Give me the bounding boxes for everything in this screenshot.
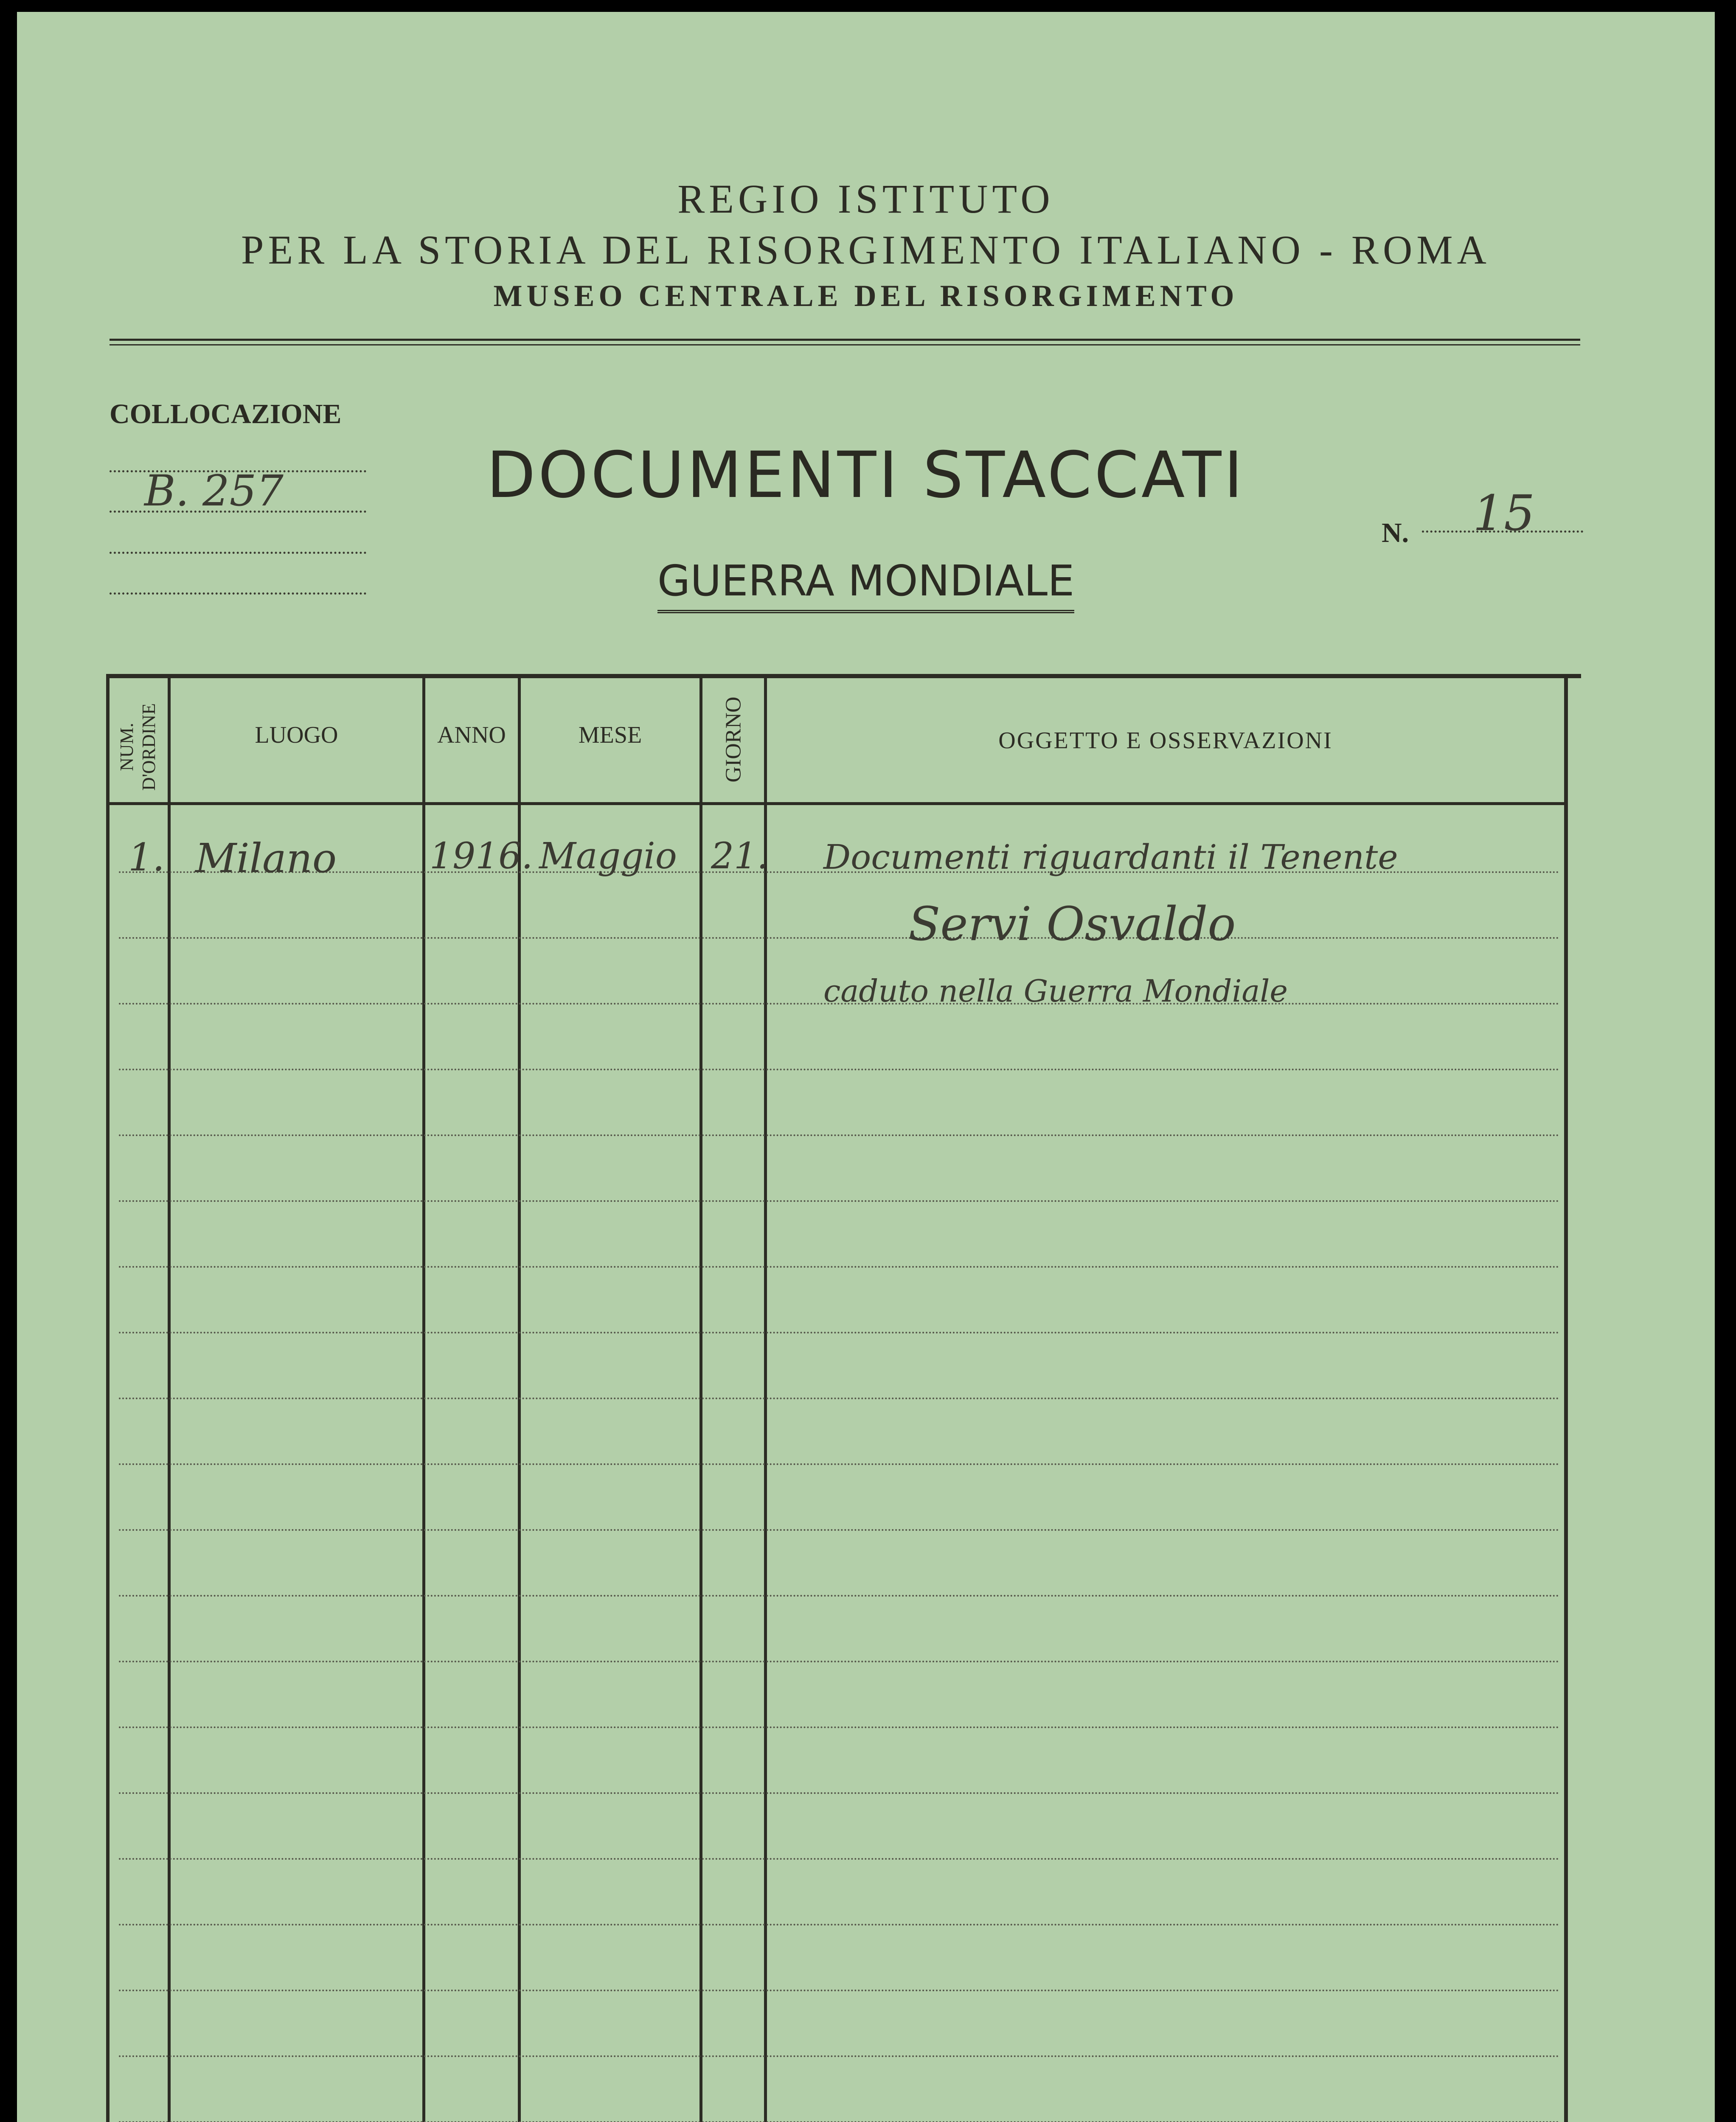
table-row-line	[119, 1595, 1560, 1597]
cell-anno: 1916.	[430, 835, 533, 877]
document-subtitle: GUERRA MONDIALE	[657, 556, 1075, 613]
table-row-line	[119, 1661, 1560, 1662]
document-title: DOCUMENTI STACCATI	[486, 438, 1245, 512]
document-sheet	[17, 12, 1715, 2122]
col-header-num-line1: NUM.	[116, 723, 137, 771]
cell-luogo: Milano	[195, 835, 337, 882]
museum-name: MUSEO CENTRALE DEL RISORGIMENTO	[493, 279, 1239, 313]
collocazione-value: B. 257	[144, 466, 284, 516]
col-header-num-line2: D'ORDINE	[138, 703, 159, 791]
col-header-oggetto: OGGETTO E OSSERVAZIONI	[998, 727, 1333, 754]
table-row-line	[119, 1266, 1560, 1268]
table-border-right	[1564, 674, 1568, 2122]
cell-oggetto-line1: Documenti riguardanti il Tenente	[823, 837, 1398, 877]
header-rule-bottom	[110, 344, 1580, 345]
table-row-line	[119, 2055, 1560, 2057]
collocazione-label: COLLOCAZIONE	[110, 399, 342, 429]
table-row-line	[119, 1858, 1560, 1860]
table-row-line	[119, 1529, 1560, 1531]
table-row-line	[119, 1069, 1560, 1070]
table-row-line	[119, 1398, 1560, 1399]
cell-oggetto-line3: caduto nella Guerra Mondiale	[823, 973, 1288, 1009]
col-header-luogo: LUOGO	[255, 722, 338, 748]
table-row-line	[119, 1463, 1560, 1465]
table-row-line	[119, 1726, 1560, 1728]
institute-subtitle: PER LA STORIA DEL RISORGIMENTO ITALIANO - ROMA	[241, 227, 1491, 272]
table-row-line	[119, 1924, 1560, 1926]
table-top-rule	[106, 674, 1581, 678]
numero-label: N.	[1382, 517, 1409, 548]
col-header-giorno: GIORNO	[721, 696, 746, 783]
table-row-line	[119, 1332, 1560, 1333]
table-header-separator	[106, 802, 1566, 805]
table-row-line	[119, 1200, 1560, 1202]
table-row-line	[119, 1792, 1560, 1794]
table-border-left	[106, 674, 110, 2122]
document-subtitle-wrap	[17, 556, 1715, 606]
cell-giorno: 21.	[711, 835, 769, 877]
header-rule-top	[110, 339, 1580, 341]
table-row-line	[119, 937, 1560, 939]
numero-value: 15	[1473, 485, 1535, 542]
institute-name: REGIO ISTITUTO	[677, 176, 1054, 222]
cell-mese: Maggio	[539, 835, 677, 877]
cell-num: 1.	[128, 835, 165, 880]
col-header-anno: ANNO	[437, 722, 506, 748]
col-header-num	[116, 683, 160, 811]
table-row-line	[119, 1990, 1560, 1991]
collocazione-line-3	[110, 552, 366, 554]
table-row-line	[119, 1134, 1560, 1136]
col-header-mese: MESE	[578, 722, 642, 748]
cell-oggetto-line2: Servi Osvaldo	[908, 897, 1236, 951]
